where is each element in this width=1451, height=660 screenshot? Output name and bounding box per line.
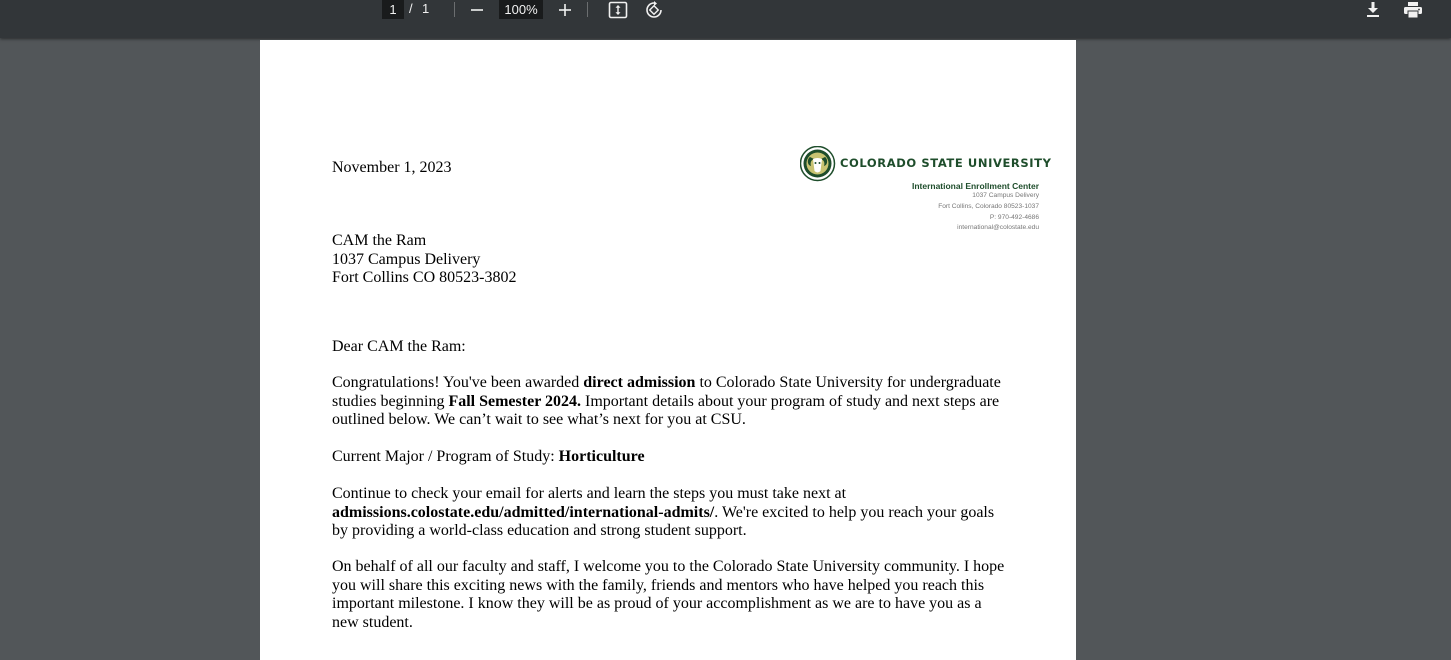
p3-text-b: . We're excited to help you reach your goals by providing a world-class education and strong student support. xyxy=(332,503,995,539)
salutation: Dear CAM the Ram: xyxy=(332,338,466,355)
letterhead-address-line1: 1037 Campus Delivery xyxy=(972,192,1039,199)
recipient-city: Fort Collins CO 80523-3802 xyxy=(332,269,517,286)
total-pages: 1 xyxy=(422,1,430,16)
recipient-street: 1037 Campus Delivery xyxy=(332,250,481,268)
zoom-out-button[interactable] xyxy=(466,0,488,19)
paragraph-congratulations xyxy=(332,374,1012,430)
p1-text-e: Important details about your program of study and next steps are outlined below. We can’t wait to see what’s next for you at CSU. xyxy=(332,392,1000,428)
p1-emphasis-semester: Fall Semester 2024. xyxy=(448,392,581,410)
enrollment-center-name: International Enrollment Center xyxy=(911,181,1039,191)
toolbar-divider xyxy=(454,2,455,17)
paragraph-major xyxy=(332,448,1012,467)
page-number-input[interactable]: 1 xyxy=(382,0,404,19)
paragraph-next-steps xyxy=(332,485,1012,541)
print-icon xyxy=(1404,2,1422,18)
admissions-link[interactable]: admissions.colostate.edu/admitted/international-admits/ xyxy=(332,503,715,521)
letterhead-address-line2: Fort Collins, Colorado 80523-1037 xyxy=(938,202,1039,210)
letter-date: November 1, 2023 xyxy=(332,159,452,176)
p1-emphasis-admission: direct admission xyxy=(583,374,696,391)
letterhead-email: international@colostate.edu xyxy=(957,224,1039,232)
print-button[interactable] xyxy=(1402,0,1424,19)
rotate-icon xyxy=(645,1,663,19)
recipient-address xyxy=(332,232,516,288)
pdf-page xyxy=(260,40,1076,660)
major-label: Current Major / Program of Study: xyxy=(332,448,559,465)
fit-page-button[interactable] xyxy=(607,0,629,19)
download-icon xyxy=(1366,2,1380,18)
p3-text-a: Continue to check your email for alerts and learn the steps you must take next at xyxy=(332,485,847,502)
recipient-name: CAM the Ram xyxy=(332,232,427,249)
zoom-level-input[interactable]: 100% xyxy=(499,0,543,19)
p1-text-c: to Colorado State University for undergraduate studies beginning xyxy=(332,374,1001,410)
download-button[interactable] xyxy=(1362,0,1384,19)
major-value: Horticulture xyxy=(558,448,645,465)
p1-text-a: Congratulations! You've been awarded xyxy=(332,374,584,391)
letterhead-phone: P: 970-492-4686 xyxy=(989,213,1039,221)
page-separator: / xyxy=(409,1,413,16)
zoom-in-icon xyxy=(558,3,572,17)
paragraph-welcome: On behalf of all our faculty and staff, I welcome you to the Colorado State University community. I hope you will share this exciting news with the family, friends and mentors who have helped you reach this important milestone. I know they will be as proud of your accomplishment as we are to have you as a new student. xyxy=(332,558,1005,631)
fit-page-icon xyxy=(608,1,628,19)
zoom-in-button[interactable] xyxy=(554,0,576,19)
rotate-button[interactable] xyxy=(643,0,665,19)
zoom-out-icon xyxy=(470,3,484,17)
university-name: COLORADO STATE UNIVERSITY xyxy=(840,156,1052,170)
letterhead-contact xyxy=(912,181,1039,234)
pdf-toolbar xyxy=(0,0,1451,38)
toolbar-divider xyxy=(587,2,588,17)
